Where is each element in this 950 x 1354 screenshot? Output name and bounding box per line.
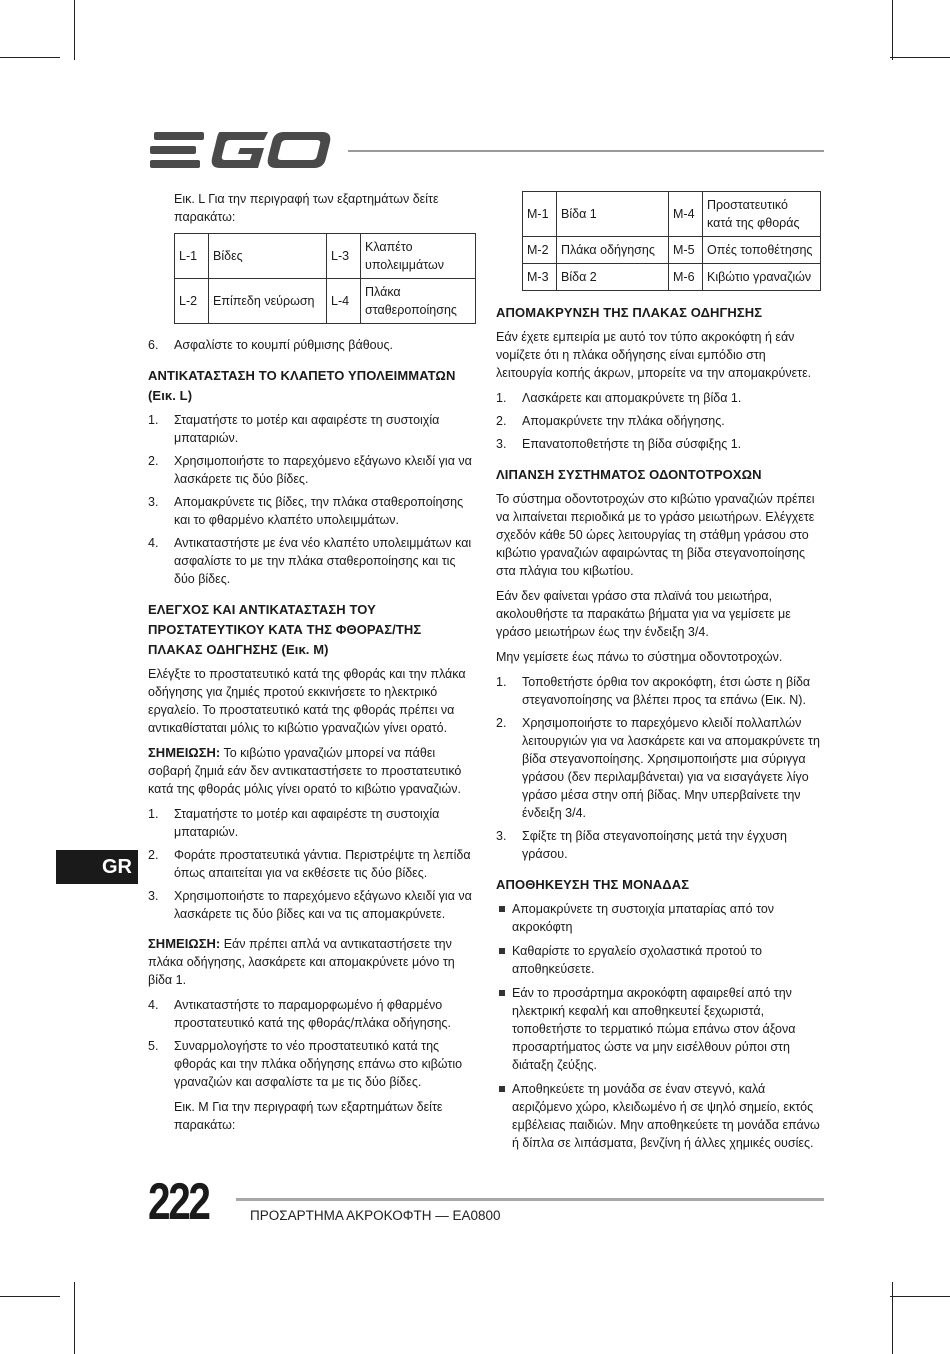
lube-paragraph-1: Το σύστημα οδοντοτροχών στο κιβώτιο γραναζιών πρέπει να λιπαίνεται περιοδικά με το γράσο μειωτήρων. Ελέγχετε σχεδόν κάθε 50 ώρες λειτουργίας τη στάθμη γράσου στο κιβώτιο γραναζιών αφαιρώντας τη βίδα στεγανοποίησης στα πλάγια του κιβωτίου. xyxy=(496,492,815,578)
left-column xyxy=(148,190,476,1141)
list-item xyxy=(148,887,476,923)
step-text: Σταματήστε το μοτέρ και αφαιρέστε τη συστοιχία μπαταριών. xyxy=(174,807,440,839)
step-number: 2. xyxy=(148,454,159,468)
lube-steps xyxy=(496,673,824,863)
step-number: 4. xyxy=(148,536,159,550)
table-cell: Πλάκα σταθεροποίησης xyxy=(361,279,476,324)
crop-mark xyxy=(892,1282,893,1354)
list-item xyxy=(148,493,476,529)
step-text: Συναρμολογήστε το νέο προστατευτικό κατά της φθοράς και την πλάκα οδήγησης επάνω στο κιβώτιο γραναζιών και ασφαλίστε τα με τις δύο βίδες. xyxy=(174,1039,463,1089)
parts-table-l xyxy=(174,233,476,324)
heading-storage: ΑΠΟΘΗΚΕΥΣΗ ΤΗΣ ΜΟΝΑΔΑΣ xyxy=(496,877,690,892)
heading-lubrication: ΛΙΠΑΝΣΗ ΣΥΣΤΗΜΑΤΟΣ ΟΔΟΝΤΟΤΡΟΧΩΝ xyxy=(496,467,762,482)
table-cell: Πλάκα οδήγησης xyxy=(557,237,669,264)
table-row xyxy=(175,279,476,324)
crop-mark xyxy=(890,1296,950,1297)
list-item xyxy=(496,673,824,709)
table-cell: L-2 xyxy=(175,279,209,324)
list-item xyxy=(148,452,476,488)
step-text: Απομακρύνετε τις βίδες, την πλάκα σταθεροποίησης και το φθαρμένο κλαπέτο υπολειμμάτων. xyxy=(174,495,464,527)
step-text: Τοποθετήστε όρθια τον ακροκόφτη, έτσι ώστε η βίδα στεγανοποίησης να βλέπει προς τα επάνω (Εικ. N). xyxy=(522,675,811,707)
language-tab: GR xyxy=(56,850,138,884)
footer-title: ΠΡΟΣΑΡΤΗΜΑ ΑΚΡΟΚΟΦΤΗ — EA0800 xyxy=(250,1208,501,1223)
table-cell: Προστατευτικό κατά της φθοράς xyxy=(703,192,821,237)
list-item xyxy=(496,827,824,863)
list-item xyxy=(496,412,824,430)
crop-mark xyxy=(0,1296,60,1297)
step-number: 1. xyxy=(496,675,507,689)
table-cell: Επίπεδη νεύρωση xyxy=(209,279,327,324)
check-guard-paragraph: Ελέγξτε το προστατευτικό κατά της φθοράς και την πλάκα οδήγησης για ζημιές προτού εκκινήσετε το ηλεκτρικό εργαλείο. Το προστατευτικό κατά της φθοράς πρέπει να αντικαθίσταται μόλις το κιβώτιο γραναζιών γίνει ορατό. xyxy=(148,667,466,735)
list-item xyxy=(148,805,476,841)
step-text: Αντικαταστήστε με ένα νέο κλαπέτο υπολειμμάτων και ασφαλίστε το με την πλάκα σταθεροποίησης και τις δύο βίδες. xyxy=(174,536,472,586)
step-text: Χρησιμοποιήστε το παρεχόμενο εξάγωνο κλειδί για να λασκάρετε τις δύο βίδες και να τις απομακρύνετε. xyxy=(174,889,472,921)
step-number: 2. xyxy=(148,848,159,862)
crop-mark xyxy=(892,0,893,60)
step-text: Σφίξτε τη βίδα στεγανοποίησης μετά την έγχυση γράσου. xyxy=(522,829,787,861)
list-item: Απομακρύνετε τη συστοιχία μπαταρίας από τον ακροκόφτη xyxy=(496,900,824,936)
heading-check-guard: ΕΛΕΓΧΟΣ ΚΑΙ ΑΝΤΙΚΑΤΑΣΤΑΣΗ ΤΟΥ ΠΡΟΣΤΑΤΕΥΤΙΚΟΥ ΚΑΤΑ ΤΗΣ ΦΘΟΡΑΣ/ΤΗΣ ΠΛΑΚΑΣ ΟΔΗΓΗΣΗΣ (Εικ. M) xyxy=(148,602,422,657)
crop-mark xyxy=(890,57,950,58)
step-number: 1. xyxy=(496,391,507,405)
crop-mark xyxy=(74,1282,75,1354)
step-number: 2. xyxy=(496,414,507,428)
list-item: Αποθηκεύετε τη μονάδα σε έναν στεγνό, καλά αεριζόμενο χώρο, κλειδωμένο ή σε ψηλό σημείο, εκτός εμβέλειας παιδιών. Μην αποθηκεύετε τη μονάδα επάνω ή δίπλα σε λιπάσματα, βενζίνη ή άλλες χημικές ουσίες. xyxy=(496,1080,824,1152)
note-1 xyxy=(148,744,476,798)
lube-paragraph-3: Μην γεμίσετε έως πάνω το σύστημα οδοντοτροχών. xyxy=(496,650,783,664)
table-cell: Βίδα 1 xyxy=(557,192,669,237)
list-item xyxy=(496,389,824,407)
header-rule xyxy=(348,150,824,152)
table-cell: M-3 xyxy=(523,264,557,291)
list-item: Καθαρίστε το εργαλείο σχολαστικά προτού το αποθηκεύσετε. xyxy=(496,942,824,978)
step-text: Λασκάρετε και απομακρύνετε τη βίδα 1. xyxy=(522,391,742,405)
note-text: Εάν πρέπει απλά να αντικαταστήσετε την πλάκα οδήγησης, λασκάρετε και απομακρύνετε μόνο τη βίδα 1. xyxy=(148,937,455,987)
table-cell: M-4 xyxy=(669,192,703,237)
table-cell: M-6 xyxy=(669,264,703,291)
step-number: 4. xyxy=(148,998,159,1012)
replace-flap-steps xyxy=(148,411,476,588)
step-number: 3. xyxy=(496,829,507,843)
table-row xyxy=(523,192,821,237)
list-item xyxy=(148,336,476,354)
parts-table-m xyxy=(522,191,821,291)
note-text: Το κιβώτιο γραναζιών μπορεί να πάθει σοβαρή ζημιά εάν δεν αντικαταστήσετε το προστατευτικό κατά της φθοράς μόλις γίνει ορατό το κιβώτιο γραναζιών. xyxy=(148,746,462,796)
step-number: 3. xyxy=(496,437,507,451)
step-text: Χρησιμοποιήστε το παρεχόμενο κλειδί πολλαπλών λειτουργιών για να λασκάρετε και να απομακρύνετε τη βίδα στεγανοποίησης. Χρησιμοποιήστε μια σύριγγα γράσου (δεν περιλαμβάνεται) για να εισαγάγετε λίγο γράσο μέσα στην οπή βίδας. Μην υπερβαίνετε την ένδειξη 3/4. xyxy=(522,716,820,820)
step-number: 6. xyxy=(148,338,159,352)
table-row xyxy=(523,264,821,291)
list-item xyxy=(496,714,824,822)
step-list xyxy=(148,336,476,354)
step-text: Επανατοποθετήστε τη βίδα σύσφιξης 1. xyxy=(522,437,742,451)
list-item xyxy=(148,846,476,882)
table-cell: M-2 xyxy=(523,237,557,264)
table-row xyxy=(175,234,476,279)
page-number: 222 xyxy=(148,1173,209,1231)
step-number: 3. xyxy=(148,889,159,903)
step-number: 5. xyxy=(148,1039,159,1053)
intro-fig-l: Εικ. L Για την περιγραφή των εξαρτημάτων δείτε παρακάτω: xyxy=(174,192,439,224)
table-cell: Κιβώτιο γραναζιών xyxy=(703,264,821,291)
step-text: Αντικαταστήστε το παραμορφωμένο ή φθαρμένο προστατευτικό κατά της φθοράς/πλάκα οδήγησης. xyxy=(174,998,451,1030)
remove-plate-paragraph: Εάν έχετε εμπειρία με αυτό τον τύπο ακροκόφτη ή εάν νομίζετε ότι η πλάκα οδήγησης είναι εμπόδιο στη λειτουργία κοπής άκρων, μπορείτε να την απομακρύνετε. xyxy=(496,330,812,380)
crop-mark xyxy=(74,0,75,60)
intro-fig-m: Εικ. M Για την περιγραφή των εξαρτημάτων δείτε παρακάτω: xyxy=(174,1100,443,1132)
step-number: 1. xyxy=(148,413,159,427)
ego-logo-graphic xyxy=(150,128,332,172)
table-cell: M-1 xyxy=(523,192,557,237)
table-row xyxy=(523,237,821,264)
table-cell: M-5 xyxy=(669,237,703,264)
step-text: Απομακρύνετε την πλάκα οδήγησης. xyxy=(522,414,725,428)
guard-steps-b xyxy=(148,996,476,1091)
step-number: 3. xyxy=(148,495,159,509)
list-item xyxy=(148,534,476,588)
remove-plate-steps xyxy=(496,389,824,453)
lube-paragraph-2: Εάν δεν φαίνεται γράσο στα πλαϊνά του μειωτήρα, ακολουθήστε τα παρακάτω βήματα για να γεμίσετε με γράσο μειωτήρων έως την ένδειξη 3/4. xyxy=(496,589,791,639)
table-cell: Κλαπέτο υπολειμμάτων xyxy=(361,234,476,279)
table-cell: L-1 xyxy=(175,234,209,279)
step-number: 1. xyxy=(148,807,159,821)
storage-list xyxy=(496,900,824,1152)
ego-logo xyxy=(150,128,332,172)
list-item: Εάν το προσάρτημα ακροκόφτη αφαιρεθεί από την ηλεκτρική κεφαλή και αποθηκευτεί ξεχωριστά, τοποθετήστε το τερματικό πώμα επάνω στον άξονα προσαρτήματος ώστε να μην εισέλθουν ρύποι στη διάταξη ζεύξης. xyxy=(496,984,824,1074)
step-text: Ασφαλίστε το κουμπί ρύθμισης βάθους. xyxy=(174,338,393,352)
step-text: Φοράτε προστατευτικά γάντια. Περιστρέψτε τη λεπίδα όπως απαιτείται για να εκθέσετε τις δύο βίδες. xyxy=(174,848,471,880)
right-column xyxy=(496,191,824,1158)
table-cell: Βίδες xyxy=(209,234,327,279)
note-2 xyxy=(148,935,476,989)
footer-rule xyxy=(236,1198,824,1201)
guard-steps-a xyxy=(148,805,476,923)
step-text: Σταματήστε το μοτέρ και αφαιρέστε τη συστοιχία μπαταριών. xyxy=(174,413,440,445)
list-item xyxy=(148,1037,476,1091)
table-cell: L-3 xyxy=(327,234,361,279)
heading-replace-flap: ΑΝΤΙΚΑΤΑΣΤΑΣΗ ΤΟ ΚΛΑΠΕΤΟ ΥΠΟΛΕΙΜΜΑΤΩΝ (Εικ. L) xyxy=(148,368,456,403)
step-number: 2. xyxy=(496,716,507,730)
note-label: ΣΗΜΕΙΩΣΗ: xyxy=(148,745,221,760)
table-cell: L-4 xyxy=(327,279,361,324)
step-text: Χρησιμοποιήστε το παρεχόμενο εξάγωνο κλειδί για να λασκάρετε τις δύο βίδες. xyxy=(174,454,472,486)
list-item xyxy=(148,411,476,447)
list-item xyxy=(148,996,476,1032)
heading-remove-plate: ΑΠΟΜΑΚΡΥΝΣΗ ΤΗΣ ΠΛΑΚΑΣ ΟΔΗΓΗΣΗΣ xyxy=(496,305,763,320)
crop-mark xyxy=(0,57,60,58)
list-item xyxy=(496,435,824,453)
note-label: ΣΗΜΕΙΩΣΗ: xyxy=(148,936,221,951)
table-cell: Οπές τοποθέτησης xyxy=(703,237,821,264)
table-cell: Βίδα 2 xyxy=(557,264,669,291)
